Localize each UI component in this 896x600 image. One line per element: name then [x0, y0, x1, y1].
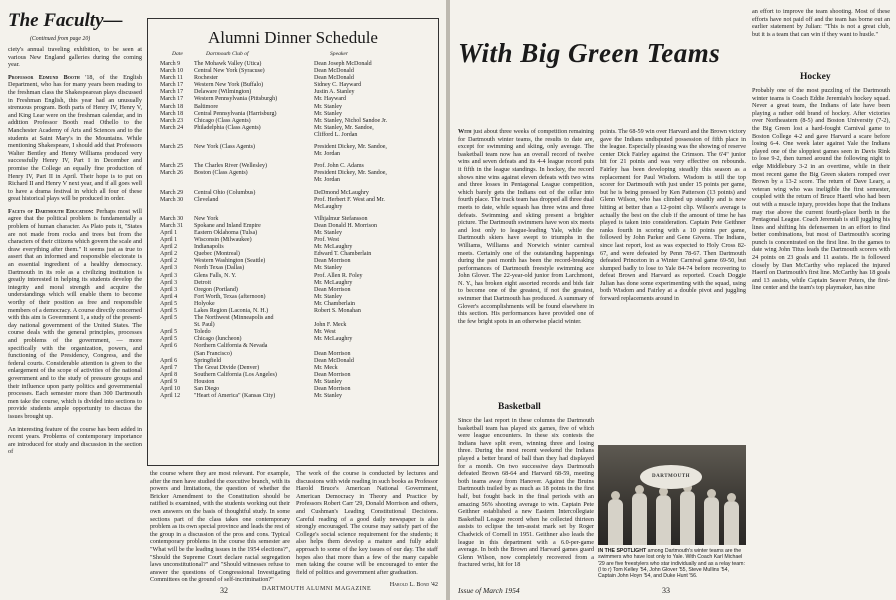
intro-lead: With — [458, 128, 472, 135]
schedule-speaker: Prof. Allen R. Foley — [314, 272, 363, 279]
schedule-date — [160, 177, 194, 184]
schedule-row — [160, 144, 430, 151]
schedule-club — [194, 177, 314, 184]
schedule-row — [160, 230, 430, 237]
schedule-speaker: Mr. Jordan — [314, 151, 340, 158]
hockey-heading: Hockey — [800, 72, 831, 82]
schedule-date: April 9 — [160, 378, 178, 385]
booth-text: '18, of the English Department, who has for many years been reading to the freshman class the Shakespearean plays discussed in Freshman English, this year had an unusually strenuous program. Both parts of Henry IV, Henry V, and King Lear were on the freshman calendar, and in addition Professor Booth read Othello to the Manchester Academy of Arts and Sciences and to the students at Saint Mary's in the Mountains. While mentioning Shakespeare, I should add that Professors Walter Bentley and Henry Williams produced very successfully Henry IV, Part I in December and promise the College an equally fine production of Henry IV, Part II in April. Their hope is to put on Richard II and Henry V next year, and if all goes well to have a drama festival in which all four of these great historical plays will be produced in order. — [8, 73, 142, 203]
basketball-text-column — [458, 417, 594, 583]
schedule-speaker: Sidney C. Hayward — [314, 82, 362, 89]
schedule-row — [160, 96, 430, 103]
schedule-speaker: Justin A. Stanley — [314, 89, 355, 96]
schedule-speaker: Mr. Meck — [314, 364, 338, 371]
column-2 — [150, 470, 290, 582]
schedule-club — [194, 132, 314, 139]
schedule-club: Fort Worth, Texas (afternoon) — [194, 293, 266, 300]
col1-booth-paragraph — [8, 74, 142, 203]
col2-basketball-cont: points. The 68-59 win over Harvard and the Brown victory gave the Indians undisputed possession of fifth place in the league. Especially pleasing was the showing of reserve center Dick Fairley against the Crimson. The 6'4" junior hit for 21 points and was very effective on rebounds. Fairley has been developing steadily this season as a replacement for Paul Wisdom. Wisdom is still the top scorer for Dartmouth with just under 15 points per game, but he is being pressed by Ken Patterson (13 points) and Glenn Wilson, who has climbed up steadily and is now hitting at better than a 12-point clip. Wilson's average is actually the best on the club if the amount of time he has played is taken into consideration. Captain Pete Geithner ranks fourth in scoring with a 10 points per game, followed by John Parker and Gene Givens. The Indians, since last report, lost as was expected to Holy Cross 82-67, and were defeated by Penn 78-67. Then Dartmouth defeated Princeton in a Winter Carnival game 69-50, but slumped badly to lose to Yale 84-74 before recovering to defeat Brown and Harvard as reported. Coach Doggie Julian has done some experimenting with the squad, using both Wisdom and Fairley at a double pivot and juggling forward replacements around in — [600, 128, 746, 303]
schedule-club: North Texas (Dallas) — [194, 265, 245, 272]
schedule-speaker — [314, 315, 426, 322]
schedule-speaker: Dean Morrison — [314, 258, 351, 265]
schedule-speaker: Dean McDonald — [314, 75, 354, 82]
schedule-club: Northern California & Nevada — [194, 343, 268, 350]
schedule-date: April 2 — [160, 258, 178, 265]
schedule-speaker: Mr. Jordan — [314, 177, 340, 184]
schedule-club: Philadelphia (Class Agents) — [194, 124, 261, 131]
schedule-speaker: Dean Morrison — [314, 386, 351, 393]
schedule-row — [160, 197, 430, 204]
intro-paragraph — [458, 128, 594, 325]
schedule-date: March 31 — [160, 222, 184, 229]
schedule-speaker: Clifford L. Jordan — [314, 131, 358, 138]
schedule-date: March 17 — [160, 96, 184, 103]
schedule-date: April 8 — [160, 371, 178, 378]
schedule-date: March 11 — [160, 75, 183, 82]
photo-caption — [598, 548, 746, 579]
schedule-date: April 5 — [160, 308, 178, 314]
schedule-date: April 1 — [160, 237, 178, 244]
schedule-club: Indianapolis — [194, 244, 224, 251]
schedule-speaker: Dean McDonald — [314, 68, 354, 75]
schedule-speaker: Mr. Stanley — [314, 229, 342, 236]
schedule-date: April 5 — [160, 336, 178, 343]
schedule-club: Rochester — [194, 75, 218, 82]
schedule-speaker: Mr. Stanley — [314, 293, 342, 300]
column-3 — [296, 470, 438, 589]
schedule-date: March 9 — [160, 61, 181, 67]
schedule-club: The Great Divide (Denver) — [194, 364, 260, 371]
schedule-row — [160, 301, 430, 308]
schedule-date: April 3 — [160, 279, 178, 286]
schedule-club — [194, 204, 314, 211]
schedule-club: Western Washington (Seattle) — [194, 258, 266, 265]
schedule-date: March 18 — [160, 110, 184, 117]
facets-text: Perhaps most will agree that the political problem is fundamentally a problem of human character. As Plato puts it, "States are not made from rocks and trees but from the characters of their citizens which govern the scale and draw everything after them." It seems just as true to assert that an informed and responsible electorate is an essential ingredient of a healthy democracy. Dartmouth in its role as a civilizing institution is greatly interested in helping its students develop the integrity and moral strength and acquire the understandings which will enable them to become worthy of their position as free and responsible members of a democracy. A course directly concerned with this aim is Government 1, a study of the present-day national government of the United States. The course deals with the general principles, processes and problems of the government, — more specifically with the organization, powers, and functioning of the Presidency, Congress, and the federal courts. Considerable attention is given to the enlargement of the scope of activities of the national government and to the study of pressure groups and their influence upon party politics and governmental processes. Each semester more than 300 Dartmouth men take the course, which is divided into sections to provide students ample opportunity to discuss the issues brought up. — [8, 207, 143, 420]
intro-text: just about three weeks of competition remaining for Dartmouth winter teams, the results to date are, except for swimming and skiing, only average. The basketball team now has an overall record of twelve wins and seven defeats and its 4-4 league record puts it fifth in the league standings. In hockey, the record shows nine wins against eleven defeats with two wins and three losses in Pentagonal League competition, which barely gets the Indians out of the cellar into fourth place. The track team has dropped all three dual meets to date, while squash has three wins and three defeats. Swimming and skiing present a brighter picture. The Dartmouth swimmers have won six meets and lost only to league-leading Yale, while the Dartmouth skiers have swept to triumphs in the Williams, Williams and Norwich winter carnival meets. Certainly one of the outstanding happenings during the past month has been the record-breaking performances of Dartmouth freestyle swimming ace John Glover. The 22-year-old junior from Larchmont, N. Y., has broken eight assorted records and bids fair to become one of the greatest, if not the greatest, swimmer that Dartmouth has produced. A summary of Glover's accomplishments will be found elsewhere in this section. His performances have provided one of the few bright spots in an otherwise placid winter. — [458, 128, 594, 325]
schedule-row — [160, 177, 430, 184]
caption-text: among Dartmouth's winter teams are the swimmers who have lost only to Yale. With Coach Karl Michael '29 are five freestylers who star individually and as a relay team: (l to r) Tom Kelley '54, John Glover '55, Steve Mullins '54, Captain John Hoyn '54, and Duke Hunt '56. — [598, 548, 745, 580]
schedule-club: Central Pennsylvania (Harrisburg) — [194, 110, 277, 117]
schedule-club: Southern California (Los Angeles) — [194, 371, 277, 378]
right-column-3 — [752, 8, 890, 68]
schedule-speaker: Mr. Stanley — [314, 265, 342, 272]
photo-figure-6 — [724, 501, 739, 545]
schedule-date — [160, 322, 194, 329]
schedule-speaker: President Dickey, Mr. Sandoe, — [314, 144, 387, 151]
schedule-row — [160, 343, 430, 350]
folio-number-left: 32 — [220, 586, 228, 595]
schedule-club: Cleveland — [194, 196, 219, 203]
schedule-row — [160, 273, 430, 280]
schedule-speaker: Mr. Stanley, Mr. Sandoe, — [314, 124, 374, 131]
schedule-speaker — [314, 343, 426, 350]
schedule-row — [160, 151, 430, 158]
schedule-club: Oregon (Portland) — [194, 286, 238, 293]
schedule-row — [160, 68, 430, 75]
page-right — [450, 0, 896, 600]
headline: With Big Green Teams — [458, 38, 721, 68]
schedule-speaker: John F. Meck — [314, 322, 347, 329]
schedule-date — [160, 132, 194, 139]
schedule-club: "Heart of America" (Kansas City) — [194, 393, 276, 400]
faculty-title: The Faculty— — [8, 10, 123, 31]
schedule-club: Springfield — [194, 357, 221, 364]
schedule-club — [194, 151, 314, 158]
schedule-speaker: Dean McDonald — [314, 357, 354, 364]
schedule-speaker: Prof. John C. Adams — [314, 163, 364, 170]
schedule-date — [160, 351, 194, 358]
schedule-club: Central New York (Syracuse) — [194, 68, 265, 75]
schedule-date: March 26 — [160, 170, 184, 177]
swim-team-photo — [598, 445, 746, 545]
schedule-date: April 3 — [160, 286, 178, 293]
schedule-date: April 2 — [160, 244, 178, 251]
schedule-club: Quebec (Montreal) — [194, 251, 240, 258]
schedule-club: Chicago (luncheon) — [194, 336, 242, 343]
schedule-date: March 17 — [160, 89, 184, 96]
schedule-date: April 10 — [160, 386, 181, 393]
right-column-2 — [600, 128, 746, 438]
schedule-date — [160, 151, 194, 158]
schedule-date: March 25 — [160, 144, 184, 151]
schedule-speaker: DeDmond McLaughry — [314, 189, 369, 196]
photo-figure-4 — [680, 491, 695, 545]
schedule-row — [160, 111, 430, 118]
schedule-speaker: Vilhjalmur Stefansson — [314, 215, 368, 222]
schedule-speaker: Dean Morrison — [314, 350, 351, 357]
schedule-club: Houston — [194, 378, 215, 385]
schedule-speaker: Mr. Hayward — [314, 96, 346, 103]
page-left — [0, 0, 446, 600]
schedule-rows — [160, 61, 430, 400]
schedule-club: Baltimore — [194, 103, 218, 110]
schedule-row — [160, 132, 430, 139]
schedule-speaker: Prof. Herbert F. West and Mr. — [314, 196, 385, 203]
schedule-speaker: Dean Joseph McDonald — [314, 61, 372, 67]
schedule-row — [160, 351, 430, 358]
schedule-speaker: President Dickey, Mr. Sandoe, — [314, 170, 387, 177]
schedule-row — [160, 223, 430, 230]
folio-number-right: 33 — [662, 586, 670, 595]
schedule-row — [160, 204, 430, 211]
schedule-date: April 1 — [160, 229, 178, 236]
col1-intro: ciety's annual traveling exhibition, to be seen at various New England galleries during the coming year. — [8, 46, 142, 69]
schedule-speaker: Dean Morrison — [314, 371, 351, 378]
schedule-row — [160, 294, 430, 301]
schedule-row — [160, 372, 430, 379]
schedule-speaker: Mr. Chamberlain — [314, 300, 355, 307]
schedule-date — [160, 204, 194, 211]
photo-figure-3 — [656, 495, 671, 545]
schedule-speaker: Mr. McLaughry — [314, 244, 353, 251]
schedule-title: Alumni Dinner Schedule — [208, 28, 378, 47]
schedule-date: April 3 — [160, 265, 178, 272]
hockey-text-column — [752, 87, 890, 367]
schedule-row — [160, 190, 430, 197]
schedule-row — [160, 322, 430, 329]
schedule-speaker: Prof. West — [314, 237, 340, 244]
schedule-club: The Charles River (Wellesley) — [194, 163, 267, 170]
schedule-club: The Mohawk Valley (Utica) — [194, 61, 262, 67]
basketball-text: Since the last report in these columns the Dartmouth basketball team has played six games, five of which were league encounters. In these six contests the Indians have split even, winning three and losing three. During the most recent weekend the Indians played a better brand of ball than they had displayed for a month. On two successive days Dartmouth defeated Brown 68-64 and Harvard 68-59, meeting both teams away from Hanover. Against the Bruins Dartmouth trailed by as much as 18 points in the first half, but fought back in the final periods with an amazing 56% shooting average to win. Captain Pete Geithner established a new Eastern Intercollegiate Basketball League record when he collected thirteen assists to eclipse the ten-assist mark set by Roger Chadwick of Cornell in 1951. Geithner also leads the league in this department with a 6.0-per-game average. In both the Brown and Harvard games guard Glenn Wilson, now completely recovered from a fractured wrist, hit for 18 — [458, 417, 594, 569]
schedule-row — [160, 358, 430, 365]
schedule-date: April 5 — [160, 329, 178, 336]
schedule-speaker: Mr. McLaughry — [314, 279, 353, 286]
schedule-row — [160, 118, 430, 125]
schedule-row — [160, 216, 430, 223]
facets-lead: Facets of Dartmouth Education: — [8, 207, 94, 215]
photo-sign: DARTMOUTH — [640, 465, 702, 489]
schedule-row — [160, 365, 430, 372]
schedule-club: Holyoke — [194, 300, 215, 307]
schedule-club: Eastern Oklahoma (Tulsa) — [194, 229, 258, 236]
schedule-speaker: Mr. Stanley — [314, 110, 342, 117]
schedule-date: March 30 — [160, 215, 184, 222]
schedule-club: Western Pennsylvania (Pittsburgh) — [194, 96, 278, 103]
continued-note: (Continued from page 20) — [30, 36, 91, 42]
photo-figure-2 — [632, 493, 647, 545]
schedule-club: Toledo — [194, 329, 211, 336]
schedule-speaker: Dean Donald H. Morrison — [314, 222, 377, 229]
schedule-club: Chicago (Class Agents) — [194, 117, 251, 124]
folio-issue: Issue of March 1954 — [458, 586, 520, 595]
schedule-club: Central Ohio (Columbus) — [194, 189, 256, 196]
schedule-row — [160, 170, 430, 177]
col3-basketball-cont: an effort to improve the team shooting. Most of these efforts have not paid off and the team has borne out an earlier statement by Julian: "This is not a great club, but it is a team that can win if they want to hustle." — [752, 8, 890, 38]
schedule-date: March 10 — [160, 68, 184, 75]
schedule-club: St. Paul) — [194, 322, 215, 329]
schedule-date: March 17 — [160, 82, 184, 89]
schedule-date: April 12 — [160, 393, 181, 400]
basketball-heading: Basketball — [498, 402, 541, 412]
photo-figure-5 — [704, 497, 719, 545]
schedule-date: March 29 — [160, 189, 184, 196]
schedule-club: Detroit — [194, 279, 211, 286]
schedule-club: New York (Class Agents) — [194, 144, 256, 151]
schedule-club: Delaware (Wilmington) — [194, 89, 252, 96]
photo-figure-1 — [608, 499, 623, 545]
schedule-speaker: McLaughry — [314, 203, 343, 210]
schedule-club: Wisconsin (Milwaukee) — [194, 237, 252, 244]
schedule-date: April 4 — [160, 293, 178, 300]
schedule-date: March 25 — [160, 163, 184, 170]
schedule-date: March 23 — [160, 117, 184, 124]
schedule-club: New York — [194, 215, 219, 222]
schedule-date: March 18 — [160, 103, 184, 110]
schedule-row — [160, 280, 430, 287]
schedule-row — [160, 379, 430, 386]
schedule-speaker: Mr. Stanley, Nichol Sandoe Jr. — [314, 117, 388, 124]
schedule-speaker: Dean Morrison — [314, 286, 351, 293]
booth-lead: Professor Edmund Booth — [8, 73, 80, 81]
schedule-row — [160, 104, 430, 111]
caption-lead: IN THE SPOTLIGHT — [598, 548, 647, 554]
schedule-club: Glens Falls, N. Y. — [194, 272, 237, 279]
schedule-speaker: Mr. Stanley — [314, 103, 342, 110]
schedule-speaker: Mr. Stanley — [314, 378, 342, 385]
col1-closing-paragraph: An interesting feature of the course has been added in recent years. Problems of contemporary importance are introduced for study and discussion in the section of — [8, 425, 142, 456]
schedule-head-date: Date — [172, 51, 183, 57]
schedule-club: San Diego — [194, 386, 220, 393]
hockey-text: Probably one of the most puzzling of the Dartmouth winter teams is Coach Eddie Jeremiah's hockey squad. Never a great team, the Indians of late have been playing a rather odd brand of hockey. After victories over Northeastern (8-5) and Boston University (7-2), the Big Green lost a hard-fought Carnival game to Boston College 4-2 and gave Harvard a scare before losing 6-4. One week later against Yale the Indians played one of the sloppiest games seen in Davis Rink to lose 9-2, then turned around the following night to edge Middlebury 3-2 in an overtime, while in their most recent game the Big Green skaters romped over Brown by a 13-2 score. The return of Dave Leary, a veteran wing who was ineligible the first semester, coupled with the return of Bruce Haertl who had been out with a muscle injury, provides hope that the Indians may rise above the current fourth-place berth in the Pentagonal League. Coach Jeremiah is still juggling his lines and shifting his defensemen in an effort to find better combinations, but most of Dartmouth's scoring punch is concentrated on the first line. In the games to date wing John Titus leads the Dartmouth scorers with 24 points on 23 goals and 11 assists. He is followed closely by Dan McCarthy who replaced the injured Haertl on Dartmouth's first line. McCarthy has 18 goals and 13 assists, while Captain Seaver Peters, the first-line center and the team's top playmaker, has nine — [752, 87, 890, 292]
schedule-speaker: Robert S. Monahan — [314, 308, 361, 314]
schedule-club: Boston (Class Agents) — [194, 170, 248, 177]
schedule-date: April 5 — [160, 315, 178, 322]
schedule-head-club: Dartmouth Club of — [206, 51, 249, 57]
schedule-club: Spokane and Inland Empire — [194, 222, 261, 229]
col2-text: the course where they are most relevant. For example, after the men have studied the executive branch, with its powers and limitations, the question of whether the Bricker Amendment to the Constitution should be ratified is examined, with the students working out their own answers on the basis of thoughtful study. In some sections part of the class takes one contemporary problem as its own special province and leads the rest of the group in a discussion of the pros and cons. Typical contemporary problems in the course this semester are "What will be the leading issues in the 1954 elections?", "Should the Supreme Court declare racial segregation laws unconstitutional?" and "Should witnesses refuse to answer the questions of Congressional Investigating Committees on the ground of self-incrimination?" — [150, 470, 290, 584]
schedule-speaker: Mr. McLaughry — [314, 336, 353, 343]
schedule-date: March 30 — [160, 196, 184, 203]
schedule-date: April 6 — [160, 343, 178, 350]
schedule-club: The Northwest (Minneapolis and — [194, 315, 274, 322]
schedule-speaker: Edward T. Chamberlain — [314, 251, 372, 258]
schedule-speaker: Mr. Stanley — [314, 393, 342, 400]
folio-publication: DARTMOUTH ALUMNI MAGAZINE — [262, 586, 372, 592]
column-1 — [8, 46, 142, 584]
col3-signature: Harold L. Bond '42 — [389, 581, 438, 589]
col1-facets-paragraph — [8, 208, 142, 421]
schedule-date: April 7 — [160, 364, 178, 371]
schedule-club: (San Francisco) — [194, 350, 232, 357]
right-column-1 — [458, 128, 594, 398]
schedule-row — [160, 393, 430, 400]
schedule-date: April 3 — [160, 272, 178, 279]
schedule-date: April 6 — [160, 357, 178, 364]
schedule-row — [160, 265, 430, 272]
schedule-club: Western New York (Buffalo) — [194, 82, 264, 89]
schedule-club: Lakes Region (Laconia, N. H.) — [194, 308, 269, 314]
schedule-date: April 2 — [160, 251, 178, 258]
schedule-speaker: Mr. West — [314, 329, 336, 336]
schedule-row — [160, 125, 430, 132]
schedule-row — [160, 287, 430, 294]
schedule-head-speaker: Speaker — [330, 51, 349, 57]
schedule-date: April 5 — [160, 300, 178, 307]
schedule-row — [160, 237, 430, 244]
schedule-date: March 24 — [160, 124, 184, 131]
col3-text: The work of the course is conducted by lectures and discussions with wide reading in such books as Professor Harold Bruce's American National Government, American Democracy in Theory and Practice by Professors Robert Carr '29, Donald Morrison and others, and Cushman's Leading Constitutional Decisions. Careful reading of a good daily newspaper is also strongly encouraged. The course may satisfy part of the College's social science requirement for the students; it also helps them develop a mature and fully adult approach to some of the key issues of our day. The staff hopes also that more than a few of the many capable men taking the course will be encouraged to enter the field of politics and government after graduation. — [296, 470, 438, 576]
